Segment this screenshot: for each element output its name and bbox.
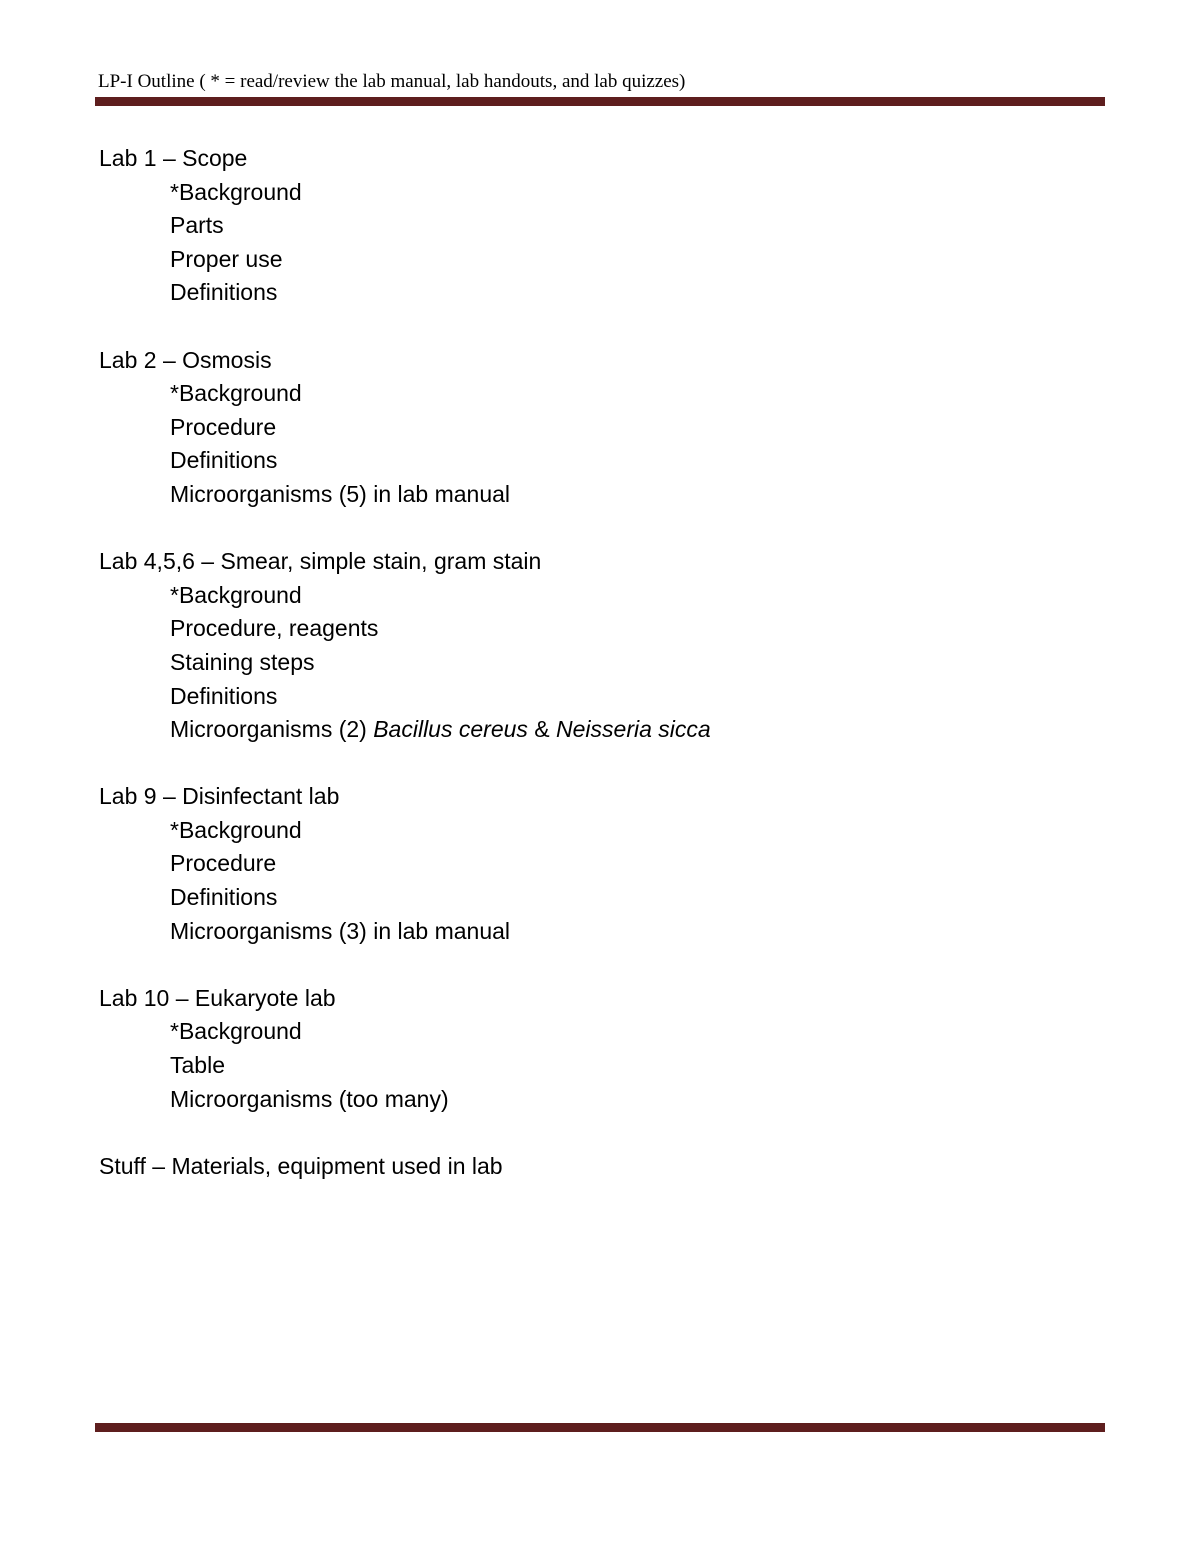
organism-name: Neisseria sicca xyxy=(556,716,711,743)
section-title: Lab 2 – Osmosis xyxy=(99,346,272,373)
outline-item: Microorganisms (3) in lab manual xyxy=(170,917,511,944)
section-title: Stuff – Materials, equipment used in lab xyxy=(99,1152,503,1179)
page-header-title: LP-I Outline ( * = read/review the lab manual, lab handouts, and lab quizzes) xyxy=(98,71,686,92)
outline-item: Proper use xyxy=(170,245,283,272)
section-title: Lab 10 – Eukaryote lab xyxy=(99,984,336,1011)
outline-item: *Background xyxy=(170,380,302,407)
section-stuff xyxy=(99,1150,1099,1184)
section-title: Lab 4,5,6 – Smear, simple stain, gram stain xyxy=(99,548,542,575)
lab-outline xyxy=(99,142,1099,1217)
section-lab-1 xyxy=(99,142,1099,310)
section-title: Lab 1 – Scope xyxy=(99,145,248,171)
section-lab-2 xyxy=(99,344,1099,512)
microorganisms-prefix: Microorganisms (2) xyxy=(170,716,374,743)
outline-item: Procedure xyxy=(170,413,277,440)
outline-item: Definitions xyxy=(170,884,278,911)
outline-item: *Background xyxy=(170,1018,302,1045)
outline-item: *Background xyxy=(170,581,302,608)
organism-name: Bacillus cereus xyxy=(373,716,528,743)
outline-item: *Background xyxy=(170,178,302,205)
section-lab-4-5-6 xyxy=(99,545,1099,747)
header-divider xyxy=(95,97,1105,106)
outline-item: Microorganisms (5) in lab manual xyxy=(170,480,511,507)
section-lab-9 xyxy=(99,780,1099,948)
outline-item: Definitions xyxy=(170,279,278,306)
outline-item: Microorganisms (too many) xyxy=(170,1085,449,1112)
outline-item: Definitions xyxy=(170,682,278,709)
section-lab-10 xyxy=(99,982,1099,1116)
outline-item: Procedure xyxy=(170,850,277,877)
outline-item: Definitions xyxy=(170,447,278,474)
footer-divider xyxy=(95,1423,1105,1432)
outline-item: Parts xyxy=(170,212,224,239)
outline-item: Table xyxy=(170,1052,225,1079)
microorganisms-item xyxy=(99,713,1099,747)
outline-item: Procedure, reagents xyxy=(170,615,379,642)
outline-item: Staining steps xyxy=(170,648,315,675)
section-title: Lab 9 – Disinfectant lab xyxy=(99,783,340,810)
organism-joiner: & xyxy=(527,716,557,743)
outline-item: *Background xyxy=(170,816,302,843)
